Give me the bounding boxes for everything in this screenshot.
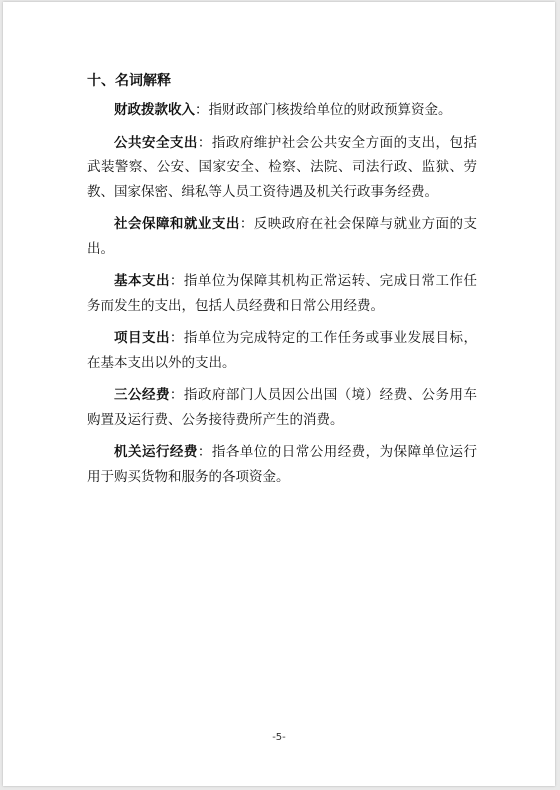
definition-entry bbox=[87, 131, 477, 205]
page-number: -5- bbox=[272, 732, 286, 743]
term-definition: ：指单位为完成特定的工作任务或事业发展目标，在基本支出以外的支出。 bbox=[87, 330, 478, 371]
term-label: 机关运行经费 bbox=[114, 444, 198, 460]
term-definition: ：指政府部门人员因公出国（境）经费、公务用车购置及运行费、公务接待费所产生的消费。 bbox=[87, 387, 478, 428]
term-label: 项目支出 bbox=[114, 330, 170, 346]
definition-entry bbox=[87, 98, 477, 123]
definition-entry bbox=[87, 326, 477, 375]
document-page bbox=[3, 2, 555, 786]
definition-entry bbox=[87, 383, 477, 432]
term-definition: ：指财政部门核拨给单位的财政预算资金。 bbox=[195, 102, 452, 118]
term-label: 三公经费 bbox=[114, 387, 170, 403]
section-heading: 十、名词解释 bbox=[87, 73, 171, 89]
page-content bbox=[87, 68, 477, 497]
term-label: 公共安全支出 bbox=[114, 134, 198, 151]
definition-entry bbox=[87, 269, 477, 318]
term-definition: ：指各单位的日常公用经费，为保障单位运行用于购买货物和服务的各项资金。 bbox=[87, 444, 478, 485]
definition-entry bbox=[87, 440, 477, 489]
definition-entry bbox=[87, 212, 477, 261]
term-definition: ：反映政府在社会保障与就业方面的支出。 bbox=[87, 216, 478, 257]
term-definition: ：指单位为保障其机构正常运转、完成日常工作任务而发生的支出，包括人员经费和日常公用经费。 bbox=[87, 273, 478, 314]
term-label: 社会保障和就业支出 bbox=[114, 216, 240, 232]
term-definition: ：指政府维护社会公共安全方面的支出，包括武装警察、公安、国家安全、检察、法院、司法行政、监狱、劳教、国家保密、缉私等人员工资待遇及机关行政事务经费。 bbox=[87, 134, 478, 200]
term-label: 基本支出 bbox=[114, 273, 170, 289]
term-label: 财政拨款收入 bbox=[114, 102, 195, 118]
